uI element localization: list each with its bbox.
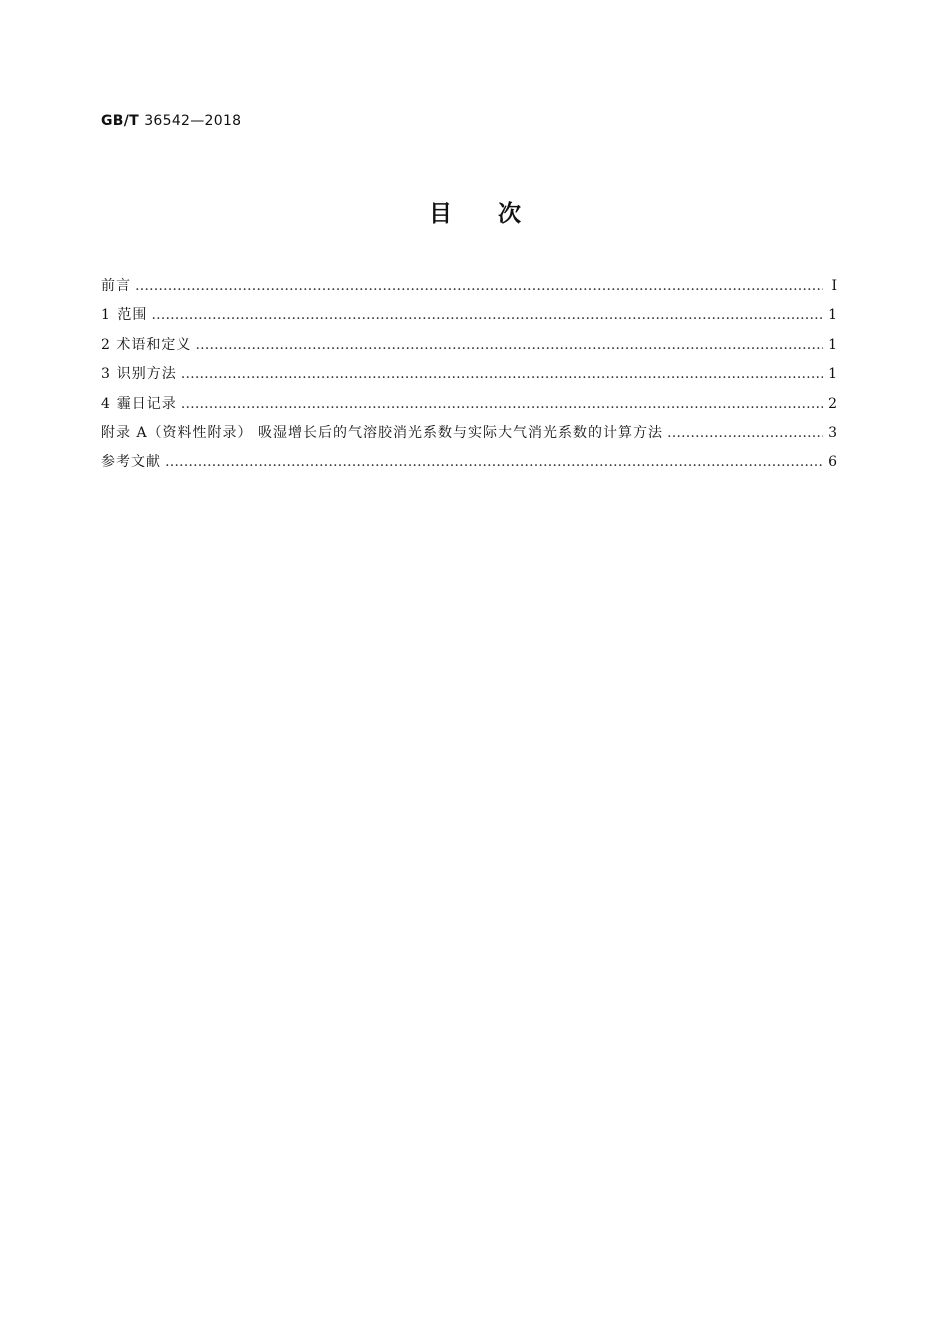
toc-leader-dots [151,301,823,330]
toc-entry-page: 1 [828,336,837,353]
toc-entry-label: 附录 A（资料性附录） 吸湿增长后的气溶胶消光系数与实际大气消光系数的计算方法 [101,424,664,441]
document-code [101,113,241,129]
toc-entry-number: 2 [101,336,110,353]
toc-entry-label: 霾日记录 [116,395,177,412]
toc-entry-page: 1 [828,366,837,383]
toc-leader-dots [181,390,823,419]
toc-entry-page: Ⅰ [831,278,837,294]
toc-entry-scope[interactable] [101,301,837,330]
toc-entry-page: 3 [828,424,837,441]
toc-leader-dots [667,419,823,448]
toc-entry-label: 识别方法 [116,366,177,383]
toc-entry-number: 3 [101,366,110,383]
toc-entry-number: 4 [101,395,110,412]
document-code-prefix: GB/T [101,113,140,129]
toc-title: 目次 [429,201,567,227]
toc-leader-dots [181,360,823,389]
toc-entry-identification[interactable] [101,360,837,389]
toc-entry-terms[interactable] [101,331,837,360]
toc-entry-foreword[interactable] [101,272,837,301]
toc-entry-number: 1 [101,307,110,324]
toc-entry-appendix-a[interactable] [101,419,837,448]
toc-entry-page: 2 [828,395,837,412]
toc-leader-dots [135,272,823,301]
toc-entry-label: 参考文献 [101,454,161,471]
table-of-contents [101,272,837,478]
toc-entry-page: 6 [828,454,837,471]
toc-leader-dots [165,448,823,477]
toc-entry-page: 1 [828,307,837,324]
toc-entry-references[interactable] [101,448,837,477]
toc-entry-haze-record[interactable] [101,390,837,419]
toc-leader-dots [195,331,823,360]
document-code-number: 36542—2018 [144,113,242,129]
toc-entry-label: 术语和定义 [116,336,192,353]
toc-entry-label: 前言 [101,278,131,294]
toc-entry-label: 范围 [117,307,148,324]
